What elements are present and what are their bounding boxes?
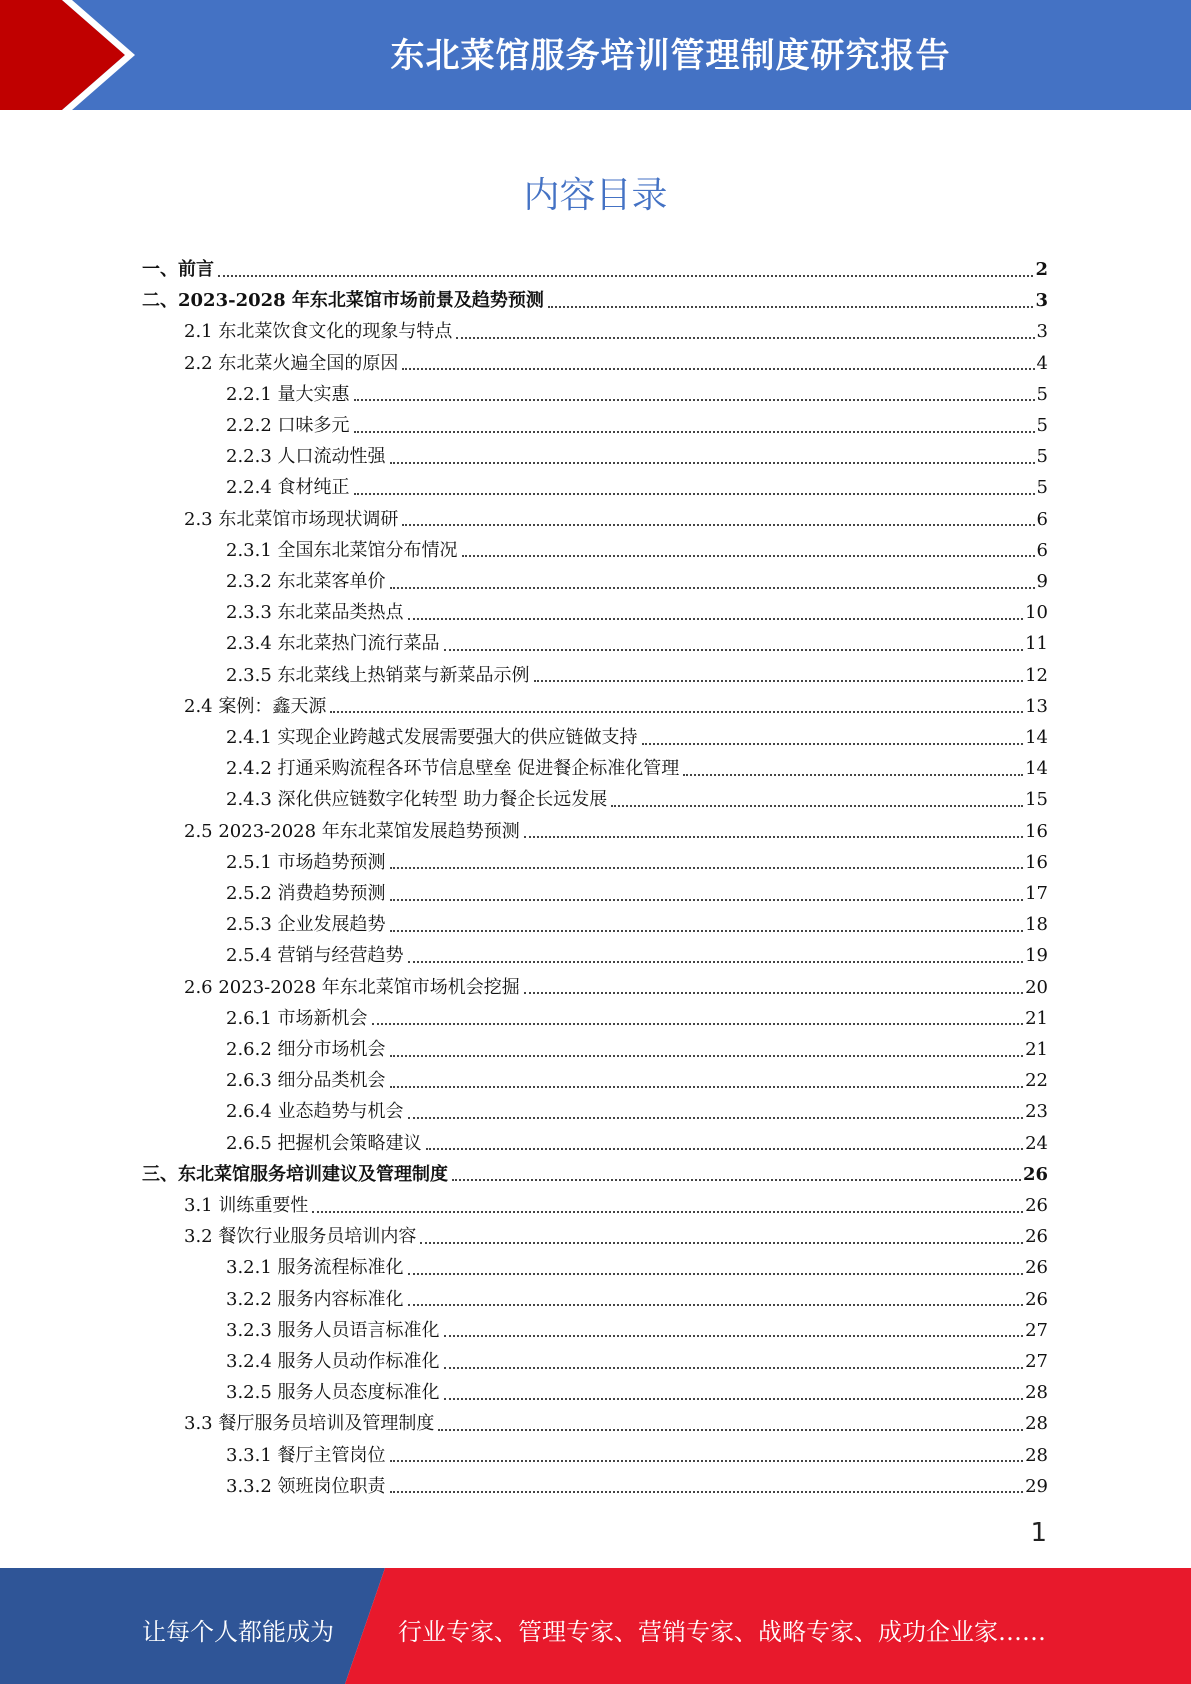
toc-dot-leader [524,992,1023,994]
toc-dot-leader [402,524,1034,526]
toc-dot-leader [408,1304,1024,1306]
toc-dot-leader [408,618,1024,620]
toc-entry-page: 26 [1025,1257,1048,1279]
toc-entry-page: 28 [1025,1413,1048,1435]
toc-dot-leader [408,1117,1024,1119]
toc-entry-page: 13 [1025,695,1048,717]
toc-entry[interactable] [226,1003,1048,1034]
header-chevron-decoration [0,0,160,110]
toc-entry[interactable] [184,1408,1048,1439]
toc-dot-leader [354,399,1035,401]
toc-entry-title: 2.6.3 细分品类机会 [226,1070,386,1092]
toc-entry[interactable] [184,316,1048,347]
toc-entry-title: 2.6 2023-2028 年东北菜馆市场机会挖掘 [184,976,520,998]
toc-entry-page: 26 [1025,1226,1048,1248]
toc-entry-title: 2.5.3 企业发展趋势 [226,914,386,936]
toc-entry-page: 26 [1022,1163,1048,1185]
toc-entry[interactable] [226,784,1048,815]
toc-entry-title: 2.2.2 口味多元 [226,415,350,436]
toc-entry-page: 5 [1036,415,1048,436]
toc-entry-title: 2.4 案例：鑫天源 [184,695,327,717]
toc-entry[interactable] [184,1221,1048,1252]
toc-entry-title: 2.4.2 打通采购流程各环节信息壁垒 促进餐企标准化管理 [226,758,680,780]
toc-entry-title: 2.3 东北菜馆市场现状调研 [184,508,399,530]
toc-dot-leader [548,306,1034,308]
toc-entry[interactable] [226,1346,1048,1377]
toc-entry[interactable] [142,254,1048,285]
toc-entry[interactable] [226,722,1048,753]
toc-entry-title: 2.6.4 业态趋势与机会 [226,1101,404,1123]
toc-dot-leader [390,587,1035,589]
toc-entry-page: 6 [1036,508,1048,530]
toc-entry[interactable] [226,847,1048,878]
toc-entry-page: 26 [1025,1195,1048,1216]
toc-entry[interactable] [184,1190,1048,1221]
toc-entry[interactable] [226,535,1048,566]
toc-dot-leader [390,1055,1024,1057]
toc-entry[interactable] [226,1065,1048,1096]
toc-dot-leader [438,1429,1023,1431]
toc-dot-leader [683,774,1023,776]
toc-dot-leader [611,805,1023,807]
document-title: 东北菜馆服务培训管理制度研究报告 [390,36,951,76]
toc-dot-leader [444,649,1024,651]
toc-entry-title: 2.5.2 消费趋势预测 [226,883,386,904]
toc-entry-page: 5 [1036,477,1048,499]
toc-entry[interactable] [142,285,1048,316]
toc-entry-title: 2.3.4 东北菜热门流行菜品 [226,633,440,655]
toc-entry[interactable] [226,1315,1048,1346]
toc-dot-leader [390,930,1024,932]
toc-entry-page: 17 [1025,883,1048,904]
toc-entry-page: 9 [1036,571,1048,592]
toc-entry-page: 16 [1025,851,1048,873]
toc-entry[interactable] [184,972,1048,1003]
toc-entry-page: 29 [1025,1475,1048,1497]
toc-dot-leader [330,711,1023,713]
toc-entry-page: 3 [1035,290,1048,312]
toc-entry-title: 3.3.1 餐厅主管岗位 [226,1444,386,1466]
toc-dot-leader [452,1179,1021,1181]
toc-entry[interactable] [226,878,1048,909]
toc-entry-title: 三、东北菜馆服务培训建议及管理制度 [142,1163,448,1185]
toc-dot-leader [444,1398,1024,1400]
toc-entry-page: 15 [1025,789,1048,811]
toc-entry-page: 24 [1025,1132,1048,1154]
toc-entry-page: 20 [1025,976,1048,998]
toc-entry[interactable] [226,1096,1048,1127]
toc-entry-title: 2.3.2 东北菜客单价 [226,571,386,592]
toc-entry-title: 2.6.2 细分市场机会 [226,1039,386,1060]
toc-entry-title: 2.3.3 东北菜品类热点 [226,602,404,624]
toc-entry[interactable] [226,940,1048,971]
toc-entry-title: 3.1 训练重要性 [184,1195,309,1216]
toc-entry[interactable] [226,628,1048,659]
toc-entry-page: 18 [1025,914,1048,936]
toc-entry[interactable] [226,660,1048,691]
toc-entry-title: 2.6.5 把握机会策略建议 [226,1132,422,1154]
toc-entry[interactable] [226,566,1048,597]
toc-entry-title: 3.2.4 服务人员动作标准化 [226,1351,440,1372]
toc-entry-page: 11 [1025,633,1048,655]
toc-entry-page: 27 [1025,1319,1048,1341]
toc-entry-title: 2.3.1 全国东北菜馆分布情况 [226,539,458,561]
toc-entry-page: 27 [1025,1351,1048,1372]
toc-entry-page: 16 [1025,820,1048,842]
toc-entry[interactable] [226,1128,1048,1159]
toc-dot-leader [426,1148,1024,1150]
toc-entry[interactable] [184,816,1048,847]
toc-entry-title: 2.4.1 实现企业跨越式发展需要强大的供应链做支持 [226,727,638,748]
toc-entry[interactable] [226,441,1048,472]
toc-entry-title: 2.6.1 市场新机会 [226,1007,368,1029]
toc-dot-leader [456,337,1034,339]
toc-entry-title: 2.1 东北菜饮食文化的现象与特点 [184,321,453,343]
toc-entry-page: 21 [1025,1007,1048,1029]
toc-entry[interactable] [226,909,1048,940]
toc-entry[interactable] [184,348,1048,379]
toc-entry-page: 23 [1025,1101,1048,1123]
footer-slogan-left: 让每个人都能成为 [142,1618,334,1646]
toc-entry-title: 3.3 餐厅服务员培训及管理制度 [184,1413,435,1435]
toc-entry[interactable] [184,691,1048,722]
toc-dot-leader [420,1242,1023,1244]
toc-dot-leader [372,1023,1024,1025]
toc-dot-leader [642,743,1024,745]
toc-dot-leader [462,555,1035,557]
toc-entry[interactable] [226,1377,1048,1408]
toc-entry-page: 12 [1025,664,1048,686]
toc-entry-page: 3 [1036,321,1048,343]
toc-entry[interactable] [226,1440,1048,1471]
toc-dot-leader [408,1273,1024,1275]
toc-entry-title: 一、前言 [142,259,214,280]
toc-dot-leader [408,961,1024,963]
toc-entry-page: 28 [1025,1444,1048,1466]
toc-entry-page: 26 [1025,1288,1048,1310]
toc-entry[interactable] [226,597,1048,628]
toc-entry-title: 3.2.3 服务人员语言标准化 [226,1319,440,1341]
toc-entry[interactable] [226,753,1048,784]
toc-entry-title: 3.2.5 服务人员态度标准化 [226,1382,440,1404]
toc-heading: 内容目录 [523,175,668,216]
toc-dot-leader [534,680,1024,682]
toc-entry-page: 2 [1035,259,1048,280]
toc-entry[interactable] [226,1034,1048,1065]
toc-entry-page: 22 [1025,1070,1048,1092]
toc-entry-title: 2.5.1 市场趋势预测 [226,851,386,873]
toc-entry-title: 2.5 2023-2028 年东北菜馆发展趋势预测 [184,820,520,842]
toc-dot-leader [390,899,1024,901]
toc-entry[interactable] [226,472,1048,503]
toc-entry-title: 2.5.4 营销与经营趋势 [226,945,404,967]
toc-dot-leader [402,368,1034,370]
toc-entry[interactable] [226,410,1048,441]
toc-dot-leader [354,493,1035,495]
footer-slogan-right: 行业专家、管理专家、营销专家、战略专家、成功企业家…… [398,1618,1046,1646]
toc-dot-leader [444,1335,1024,1337]
toc-entry-title: 3.3.2 领班岗位职责 [226,1475,386,1497]
toc-entry-page: 10 [1025,602,1048,624]
toc-entry-page: 14 [1025,727,1048,748]
toc-entry-title: 2.2.1 量大实惠 [226,383,350,405]
toc-entry-title: 3.2.2 服务内容标准化 [226,1288,404,1310]
toc-entry-page: 19 [1025,945,1048,967]
toc-dot-leader [390,1460,1024,1462]
toc-entry-title: 二、2023-2028 年东北菜馆市场前景及趋势预测 [142,290,544,312]
toc-entry-title: 2.2.3 人口流动性强 [226,446,386,468]
toc-entry-title: 2.4.3 深化供应链数字化转型 助力餐企长远发展 [226,789,608,811]
toc-entry-page: 4 [1036,352,1048,374]
toc-entry[interactable] [184,504,1048,535]
toc-dot-leader [218,275,1033,277]
toc-dot-leader [390,867,1024,869]
toc-entry-title: 2.2.4 食材纯正 [226,477,350,499]
toc-dot-leader [390,1086,1024,1088]
toc-entry-page: 28 [1025,1382,1048,1404]
toc-entry[interactable] [142,1159,1048,1190]
toc-dot-leader [524,836,1023,838]
toc-entry-page: 5 [1036,383,1048,405]
toc-dot-leader [312,1211,1023,1213]
toc-entry[interactable] [226,1252,1048,1283]
toc-entry[interactable] [226,1471,1048,1502]
toc-entry-title: 2.3.5 东北菜线上热销菜与新菜品示例 [226,664,530,686]
toc-entry-page: 6 [1036,539,1048,561]
toc-entry-page: 21 [1025,1039,1048,1060]
toc-dot-leader [354,431,1035,433]
toc-entry-title: 3.2.1 服务流程标准化 [226,1257,404,1279]
toc-entry-page: 14 [1025,758,1048,780]
toc-entry[interactable] [226,1284,1048,1315]
toc-entry-title: 3.2 餐饮行业服务员培训内容 [184,1226,417,1248]
toc-entry[interactable] [226,379,1048,410]
toc-dot-leader [390,1491,1024,1493]
page-number: 1 [1030,1518,1047,1548]
toc-entry-page: 5 [1036,446,1048,468]
toc-dot-leader [390,462,1035,464]
toc-dot-leader [444,1367,1024,1369]
toc-entry-title: 2.2 东北菜火遍全国的原因 [184,352,399,374]
